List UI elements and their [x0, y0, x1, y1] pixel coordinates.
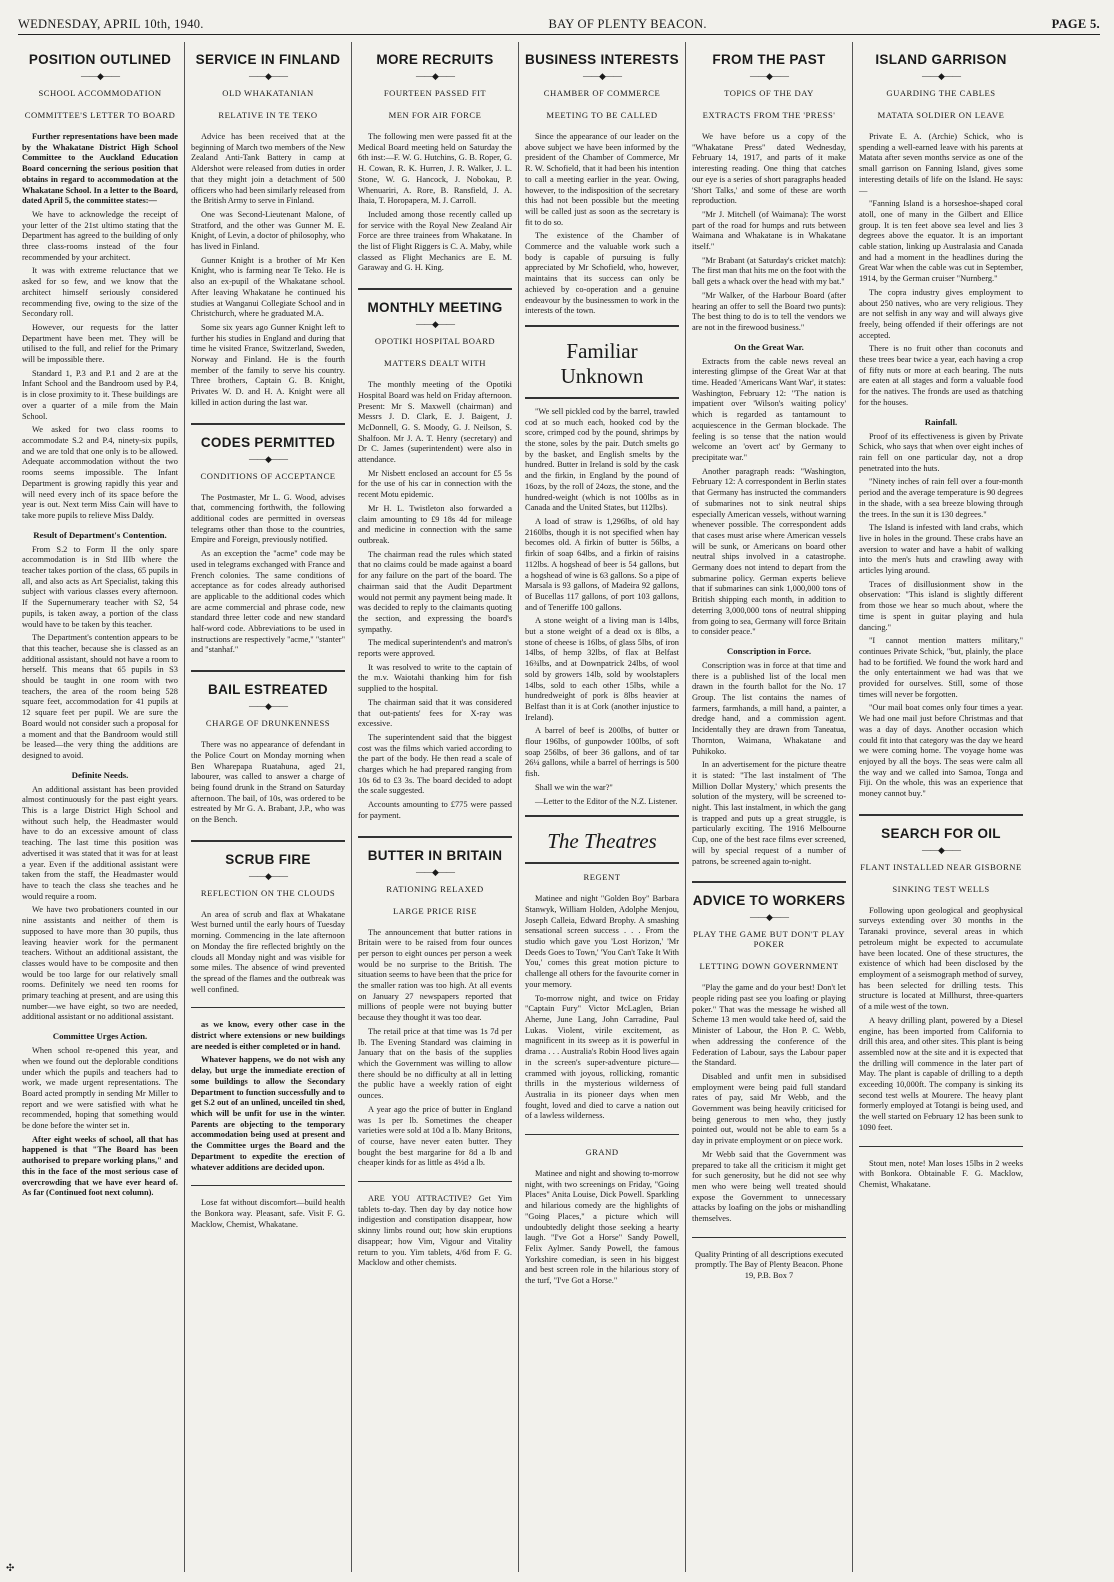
divider — [358, 288, 512, 290]
paragraph: It was with extreme reluctance that we asked for so few, and we know that the architect himself seriously considered recommending five, owing to the size of the Secondary roll. — [22, 266, 178, 319]
subhead: MEN FOR AIR FORCE — [388, 110, 482, 120]
paragraph: Disabled and unfit men in subsidised employment were being paid full standard rates of pay, said Mr Webb, and the Government was being heavily criticised for being generous to men who, they justly pointed out, would not be able to earn 5s a day in private employment or on piece work. — [692, 1071, 846, 1146]
paragraph: The following men were passed fit at the Medical Board meeting held on Saturday the 6th inst:—F. W. G. Hutchins, G. B. Roper, G. H. Cowan, R. K. Hurren, J. R. Walker, J. L. Stone, W. G. Hancock, J. Nobokau, P. Whenuariri, A. Rore, B. Ransfield, J. A. Ihaia, T. Horopapera, M. J. Carroll. — [358, 132, 512, 206]
paragraph: We have before us a copy of the "Whakatane Press" dated Wednesday, February 14, 1917, and parts of it make interesting reading. One thing that catches our eye is a series of short paragraphs headed 'Short Talks,' and some of these are worth reproduction. — [692, 132, 846, 206]
feature-box — [525, 325, 679, 399]
paragraph: It was resolved to write to the captain of the m.v. Waiotahi thanking him for fish supplied to the hospital. — [358, 662, 512, 694]
headline-bail-estreated: BAIL ESTREATED — [208, 682, 328, 698]
section-heading: Rainfall. — [924, 416, 958, 427]
divider — [191, 670, 345, 672]
lead-paragraph: Further representations have been made by the Whakatane District High School Committee to the Auckland Education Board concerning the serious position that obtains in regard to accommodation at the Whakatane School. In a letter to the Board, dated April 5, the committee states:— — [22, 132, 178, 206]
paragraph: A barrel of beef is 200lbs, of butter or flour 196lbs, of gunpowder 100lbs, of soft soap 256lbs, of beer 36 gallons, and of tar 26¼ gallons, while a barrel of herrings is 500 fish. — [525, 726, 679, 779]
advertisement-printing: Quality Printing of all descriptions executed promptly. The Bay of Plenty Beacon. Phone 19, P.B. Box 7 — [694, 1249, 844, 1281]
paragraph: as we know, every other case in the district where extensions or new buildings are needed is either completed or in hand. — [191, 1020, 345, 1051]
column-4 — [519, 42, 686, 1572]
ornament — [191, 454, 345, 465]
paragraph: A load of straw is 1,296lbs, of old hay 2160lbs, though it is not specified when hay becomes old. A firkin of butter is 56lbs, a firkin of soap 64lbs, and a firkin of raisins 112lbs. A hogshead of beer is 54 gallons, but a hogshead of wine is 63 gallons. So a pipe of Marsala is 93 gallons, of Madeira 92 gallons, of Bucellas 117 gallons, of port 103 gallons, and of Teneriffe 100 gallons. — [525, 516, 679, 612]
paragraph: The chairman said that it was considered that out-patients' fees for X-ray was excessive. — [358, 697, 512, 729]
ornament — [191, 701, 345, 712]
subhead: FOURTEEN PASSED FIT — [383, 88, 487, 98]
headline-business-interests: BUSINESS INTERESTS — [525, 52, 679, 67]
section-heading: Result of Department's Contention. — [33, 529, 167, 540]
subhead: REFLECTION ON THE CLOUDS — [200, 887, 336, 898]
section-heading: Committee Urges Action. — [52, 1031, 148, 1042]
registration-mark: ✣ — [6, 1563, 15, 1574]
paragraph: The existence of the Chamber of Commerce and the valuable work such a body is capable of pursuing is fully appreciated by Mr Schofield, who, however, maintains that its success can only be achieved by co-operation and a genuine endeavour by the businessmen to work in the interests of the town. — [525, 231, 679, 316]
divider — [191, 423, 345, 425]
headline-more-recruits: MORE RECRUITS — [376, 52, 494, 67]
paragraph: Conscription was in force at that time and there is a published list of the local men drawn in the fourth ballot for the No. 17 Group. The list contains the names of farmers, farmhands, a mill hand, a painter, a dredge hand, and a commission agent. Incidentally they are drawn from Taneatua, Thornton, Waimana, Whakatane and Puhikoko. — [692, 660, 846, 756]
column-2 — [185, 42, 352, 1572]
paragraph: One was Second-Lieutenant Malone, of Stratford, and the other was Gunner M. E. Knight, of Levin, a doctor of philosophy, who has lived in Finland. — [191, 209, 345, 252]
subhead: LARGE PRICE RISE — [393, 905, 477, 916]
headline-monthly-meeting: MONTHLY MEETING — [367, 300, 503, 316]
paragraph: Mr Nisbett enclosed an account for £5 5s for the use of his car in connection with the recent Motu epidemic. — [358, 468, 512, 500]
paragraph: The chairman read the rules which stated that no claims could be made against a board for any failure on the part of the board. The chairman said that the Audit Department would not permit any payment being made. It was decided to reply to the claimants quoting the section, and expressing the board's sympathy. — [358, 549, 512, 634]
divider — [191, 1185, 345, 1186]
subhead: SCHOOL ACCOMMODATION — [38, 88, 162, 98]
subhead: MATTERS DEALT WITH — [384, 358, 486, 369]
paragraph: A heavy drilling plant, powered by a Diesel engine, has been imported from California to drill this area, and other sites. This plant is being assembled now at the site and it is expected that the drilling will commence in the later part of May. The plant is capable of drilling to a depth exceeding 10,000ft. The company is sinking its second test wells at Mourere. The heavy plant formerly employed at Totangi is being used, and the well started on February 12 has been sunk to 1090 feet. — [859, 1015, 1023, 1132]
paragraph: We asked for two class rooms to accommodate S.2 and P.4, ninety-six pupils, and we are told that one only is to be allowed. Adequate accommodation without the two rooms seems impossible. The Infant Department is growing rapidly this year and will need every inch of its space before the year is out. Next term Miss Cain will have to take more pupils to relieve Miss Daldy. — [22, 425, 178, 520]
paragraph: Matinee and night "Golden Boy" Barbara Stanwyk, William Holden, Adolphe Menjou, Joseph Calleia, Edward Brophy. A smashing sensational screen success . . . From the studio which gave you 'Lost Horizon,' 'Mr Deeds Goes to Town,' 'You Can't Take It With You,' comes this great motion picture to challenge all others for the favourite corner in your memory. — [525, 894, 679, 989]
headline-codes-permitted: CODES PERMITTED — [200, 434, 336, 450]
paragraph: "Ninety inches of rain fell over a four-month period and the average temperature is 90 degrees in the shade, with a sea breeze blowing through the trees. In the sun it is 130 degrees." — [859, 477, 1023, 519]
headline-the-theatres: The Theatres — [547, 829, 657, 854]
paragraph: The announcement that butter rations in Britain were to be raised from four ounces per person to eight ounces per person a week would be no surprise to the British. The situation seems to have been that the price for the smaller ration was too high. At all events on January 27 newspapers reported that millions of people were not buying butter because they thought it was too dear. — [358, 927, 512, 1023]
paragraph: Proof of its effectiveness is given by Private Schick, who says that when over eight inches of rain fell on one particular day, not a drop penetrated into the huts. — [859, 431, 1023, 473]
ornament — [358, 71, 512, 82]
section-heading: On the Great War. — [734, 341, 804, 352]
paragraph: "Our mail boat comes only four times a year. We had one mail just before Christmas and that was a day of days. Another occasion which could fit into that category was the day we heard we were coming home. The voyage home was enjoyed by all the boys. The seas were calm all the way and we called into Samoa, Tonga and Fiji. On the whole, this was an experience that money cannot buy." — [859, 703, 1023, 799]
column-6 — [853, 42, 1029, 1572]
feature-box — [525, 815, 679, 864]
advertisement-bonkora: Lose fat without discomfort—build health the Bonkora way. Pleasant, safe. Visit F. G. Macklow, Chemist, Whakatane. — [191, 1198, 345, 1229]
column-5 — [686, 42, 853, 1572]
paper-name: BAY OF PLENTY BEACON. — [548, 17, 707, 31]
paragraph: Advice has been received that at the beginning of March two members of the New Zealand Anti-Tank Battery in camp at Aldershot were released from duties in order that they might join a detachment of 500 officers who had been similarly released from the British Army to serve in Finland. — [191, 132, 345, 206]
ornament — [22, 71, 178, 82]
theatre-name: REGENT — [583, 872, 621, 883]
divider — [358, 1181, 512, 1182]
paragraph: "I cannot mention matters military," continues Private Schick, "but, plainly, the place had to be fortified. We found the work hard and the only entertainment we had was that we provided for ourselves. Still, some of those times will never be forgotten. — [859, 636, 1023, 699]
paragraph: Standard 1, P.3 and P.1 and 2 are at the Infant School and the Bandroom used by P.4, is in close proximity to it. These buildings are over a quarter of a mile from the Main School. — [22, 368, 178, 421]
column-3 — [352, 42, 519, 1572]
paragraph: There was no appearance of defendant in the Police Court on Monday morning when Ben Wharepapa Ruatahuna, aged 21, labourer, was called to answer a charge of being found drunk in the Strand on Saturday afternoon. The bail, of 10s, was ordered to be estreated by Mr G. A. Brabant, J.P., who was on the Bench. — [191, 740, 345, 825]
advertisement-bonkora: Stout men, note! Man loses 15lbs in 2 weeks with Bonkora. Obtainable F. G. Macklow, Chemist, Whakatane. — [859, 1158, 1023, 1189]
paragraph: From S.2 to Form II the only spare accommodation is in Std IIIb where the teacher takes portion of the class, 65 pupils in all, and also acts as Art Specialist, taking this subject with various classes every afternoon. If the Supernumerary teacher with S2, 54 pupils, is taken away, a portion of the class would have to be taken by this teacher. — [22, 544, 178, 629]
paragraph: Gunner Knight is a brother of Mr Ken Knight, who is farming near Te Teko. He is also an ex-pupil of the Whakatane school. After leaving Whakatane he continued his studies at Wanganui Collegiate School and in Christchurch, where he graduated M.A. — [191, 255, 345, 319]
divider — [859, 1146, 1023, 1147]
divider — [191, 1007, 345, 1008]
divider — [525, 1134, 679, 1135]
paragraph: In an advertisement for the picture theatre it is stated: "The last instalment of 'The Million Dollar Mystery,' which presents the solution of the mystery, will be screened to-night. This last instalment, in which the gang is trapped and puts up a great struggle, is particularly exciting. The 1916 Melbourne Cup, one of the best race films ever screened, will by special request of a number of patrons, be screened again to-night. — [692, 760, 846, 866]
paragraph: The Postmaster, Mr L. G. Wood, advises that, commencing forthwith, the following additional codes are permitted in overseas telegrams other than those to the countries, Empire and Foreign, previously notified. — [191, 492, 345, 545]
paragraph: Traces of disillusionment show in the observation: "This island is slightly different from those we hear so much about, where the time is spent in guitar playing and hula dancing." — [859, 579, 1023, 632]
paragraph: Shall we win the war?" — [535, 782, 613, 792]
ornament — [191, 871, 345, 882]
paragraph: Matinee and night and showing to-morrow night, with two screenings on Friday, "Going Places" Anita Louise, Dick Powell. Sparkling and hilarious comedy are the highlights of "Going Places," a picture which will undoubtedly delight those seeking a hearty laugh. "I've Got a Horse" Sandy Powell, Felix Aylmer. Sandy Powell, the famous Yorkshire comedian, is seen in his biggest and best screen role in the hilarious story of the turf, "I've Got a Horse." — [525, 1169, 679, 1286]
paragraph: Private E. A. (Archie) Schick, who is spending a well-earned leave with his parents at Matata after seven months service as one of the small garrison on Fanning Island, gives some interesting details of life on the Island. He says:— — [859, 132, 1023, 195]
paragraph: We have two probationers counted in our nine assistants and neither of them is supposed to have more than 30 pupils, thus leaving heavier work for the permanent teachers. Without an additional assistant, the classes would have to be composite and then would be too large for our relatively small rooms. Definitely we need ten rooms for primary teaching at present, and are using this number—we have eight, so two are needed, additional assistant or no additional assistant. — [22, 905, 178, 1022]
paragraph: Another paragraph reads: "Washington, February 12: A correspondent in Berlin states that Germany has instructed the commanders of submarines not to sink neutral ships especially American vessels, without warning whenever possible. The correspondent adds that cases must arise where American vessels will be sunk, or Americans on board other neutral ships involved in a catastrophe. Germany does not intend to depart from the submarine policy. German experts believe that if submarines can sink 1,000,000 tons of British shipping each month, in addition to deterring 3,000,000 tons of neutral shipping from going to sea, Germany will force Britain to consider peace." — [692, 466, 846, 637]
ornament — [525, 71, 679, 82]
paragraph: As an exception the "acme" code may be used in telegrams exchanged with France and French colonies. The same conditions of acceptance as for codes already authorised are applicable to the additional codes which are acme commercial and phrase code, new standard three letter code and new standard half-word code. Abbreviations to be used in instructions are respectively "acme," "stanter" and "stanhaf." — [191, 549, 345, 655]
paragraph: When school re-opened this year, and when we found out the deplorable conditions under which the pupils and teachers had to work, we made urgent representations. The Board acted promptly in sending Mr Miller to report and we were satisfied with what he recommended, hoping that something would be done before the winter set in. — [22, 1046, 178, 1131]
subhead: RELATIVE IN TE TEKO — [218, 110, 318, 120]
paragraph: However, our requests for the latter Department have been met. They will be utilised to the full, and relief for the Primary will be impossible there. — [22, 322, 178, 365]
subhead: MEETING TO BE CALLED — [546, 110, 658, 120]
paragraph: A stone weight of a living man is 14lbs, but a stone weight of a dead ox is 8lbs, a stone of cheese is 16lbs, of glass 5lbs, of iron 14lbs, of hemp 32lbs, of flax at Belfast 16¾lbs, and at Downpatrick 24lbs, of wool sold by growers 14lb, sold by woolstaplers 14lbs, sold to each other 15lbs, while a hundredweight of pork is 8lbs heavier at Belfast than it is at Cork (another injustice to Ireland). — [525, 616, 679, 722]
divider — [859, 814, 1023, 816]
ornament — [859, 71, 1023, 82]
paragraph: Whatever happens, we do not wish any delay, but urge the immediate erection of some buildings to allow the Secondary Department to function successfully and to get S.2 out of an unlined, unceiled tin shed, which will be unfit for use in the winter. Parents are objecting to the temporary accommodation being used at present and the Committee urges the Board and the Department to expedite the erection of whatever additions are decided upon. — [191, 1055, 345, 1172]
subhead: MATATA SOLDIER ON LEAVE — [877, 110, 1005, 120]
paragraph: The medical superintendent's and matron's reports were approved. — [358, 638, 512, 659]
ornament — [358, 867, 512, 878]
paragraph: Mr Webb said that the Government was prepared to take all the criticism it might get for such generosity, but he did not see why men who were being well treated should expose the Government to unnecessary attacks by loafing on the jobs or mishandling themselves. — [692, 1149, 846, 1224]
headline-butter-in-britain: BUTTER IN BRITAIN — [367, 847, 503, 863]
paragraph: There is no fruit other than coconuts and these trees bear twice a year, each having a crop of fifty nuts or more at each bearing. The nuts are eaten at all stages and form a valuable food for the natives. The fronds are used as thatching for the houses. — [859, 344, 1023, 407]
paragraph: Some six years ago Gunner Knight left to further his studies in England and during that time he visited France, Switzerland, Sweden, Norway and Finland. He is the fourth member of the family to serve his country. Three brothers, Captain G. B. Knight, Privates W. D. and H. A. Knight were all killed in action during the last war. — [191, 322, 345, 407]
paragraph: "We sell pickled cod by the barrel, trawled cod at so much each, hooked cod by the score, crimped cod by the pound, shrimps by the stone, soles by the pair. Dutch smelts go by the basket, and English smelts by the hundred. Butter in Ireland is sold by the cask and the firkin, in England by the pound of 16ozs, by the roll of 24ozs, the stone, and the hundred-weight (which is not 100lbs as in Canada and the United States, but 112lbs). — [525, 406, 679, 513]
ornament — [191, 71, 345, 82]
paragraph: "Play the game and do your best! Don't let people riding past see you loafing or playing poker." That was the message he wished all Scheme 13 men would take heed of, said the Minister of Labour, the Hon P. C. Webb, when addressing the conference of the Federation of Labour, says the Labour paper the Standard. — [692, 983, 846, 1068]
headline-position-outlined: POSITION OUTLINED — [28, 52, 172, 67]
paragraph: Accounts amounting to £775 were passed for payment. — [358, 800, 512, 820]
subhead: LETTING DOWN GOVERNMENT — [699, 961, 839, 972]
paragraph: "Fanning Island is a horseshoe-shaped coral atoll, one of many in the Gilbert and Ellice group. It is ten feet above sea level and lies 3 degrees above the equator. It is an important cable station, linking up Australasia and Canada and had a moment in the headlines during the Great War when the cable was cut in September, 1914, by the German cruiser "Nurnberg." — [859, 199, 1023, 284]
subhead: FLANT INSTALLED NEAR GISBORNE — [860, 861, 1022, 872]
subhead: TOPICS OF THE DAY — [724, 88, 814, 98]
paragraph: —Letter to the Editor of the N.Z. Listener. — [535, 796, 678, 806]
paragraph: The monthly meeting of the Opotiki Hospital Board was held on Friday afternoon. Present: Mr S. Maxwell (chairman) and Messrs J. D. Clark, E. J. Baigent, J. McDonnell, G. S. Moody, G. J. Neilson, S. Shalfoon. Mr J. A. T. Henry (secretary) and Dr C. James (superintendent) were also in attendance. — [358, 380, 512, 465]
paragraph: After eight weeks of school, all that has happened is that "The Board has been authorised to prepare working plans," and this in the face of the most serious case of overcrowding that we have ever heard of. As far (Continued foot next column). — [22, 1134, 178, 1198]
paragraph: "Mr J. Mitchell (of Waimana): The worst part of the road for humps and ruts between Waimana and Whakatane is in Whakatane itself." — [692, 209, 846, 252]
page-number: PAGE 5. — [1051, 17, 1100, 31]
issue-date: WEDNESDAY, APRIL 10th, 1940. — [18, 17, 204, 31]
section-heading: Conscription in Force. — [726, 645, 812, 656]
paragraph: The retail price at that time was 1s 7d per lb. The Evening Standard was claiming in January that on the basis of the supplies which the Government was willing to allow there should be no difficulty at all in letting the public have a weekly ration of eight ounces. — [358, 1026, 512, 1101]
subhead: GUARDING THE CABLES — [886, 88, 996, 98]
section-heading: Definite Needs. — [71, 769, 129, 780]
paragraph: The Island is infested with land crabs, which live in holes in the ground. These crabs have an aversion to water and have a habit of walking into the men's huts and crawling away with articles lying around. — [859, 523, 1023, 576]
paragraph: The Department's contention appears to be that this teacher, because she is classed as an additional assistant, should not have a room to herself. This means that 65 pupils in S3 should be taught in one room with two teachers, the area of the room being 528 square feet, accommodation for 41 pupils at 12 square feet per pupil. We are sure the Board would not consider such a proposal for a moment and that the Bandroom would still be leased—the very thing the additions are designed to avoid. — [22, 633, 178, 760]
subhead: COMMITTEE'S LETTER TO BOARD — [24, 110, 176, 120]
subhead: EXTRACTS FROM THE 'PRESS' — [702, 110, 836, 120]
subhead: CONDITIONS OF ACCEPTANCE — [200, 470, 336, 481]
divider — [358, 836, 512, 838]
newspaper-columns — [18, 42, 1100, 1572]
paragraph: The copra industry gives employment to about 250 natives, who are very religious. They are not selfish in any way and will always give freely, being offended if their offerings are not accepted. — [859, 287, 1023, 340]
ornament — [692, 912, 846, 923]
subhead: CHAMBER OF COMMERCE — [543, 88, 661, 98]
paragraph: Since the appearance of our leader on the above subject we have been informed by the president of the Chamber of Commerce, Mr R. W. Schofield, that it had been his intention to call a meeting earlier in the year. Owing, however, to the indisposition of the secretary this had not been possible but the meeting will be called just as soon as the secretary is fit to do so. — [525, 132, 679, 227]
headline-service-in-finland: SERVICE IN FINLAND — [195, 52, 341, 67]
paragraph: An area of scrub and flax at Whakatane West burned until the early hours of Tuesday morning. Commencing in the late afternoon on Monday the fire reflected brightly on the clouds all Monday night and was visible for some miles. The absence of wind prevented the spread of the flames and the outbreak was well confined. — [191, 909, 345, 994]
ornament — [358, 319, 512, 330]
paragraph: Mr H. L. Twistleton also forwarded a claim amounting to £9 18s 4d for mileage and medicine in connection with the same outbreak. — [358, 503, 512, 545]
paragraph: The superintendent said that the biggest cost was the films which varied according to the part of the body. He then read a scale of charges which he had prepared ranging from 10s 6d to £3 3s. The board decided to adopt the scale suggested. — [358, 732, 512, 796]
subhead: RATIONING RELAXED — [386, 883, 484, 894]
advertisement-yim: ARE YOU ATTRACTIVE? Get Yim tablets to-day. Then day by day notice how indigestion and constipation disappear, how skinny limbs round out; how skin eruptions disappear; how Vim, Vigour and Vitality return to you. Yim tablets, 4/6d from F. G. Macklow and other chemists. — [358, 1194, 512, 1268]
headline-from-the-past: FROM THE PAST — [712, 52, 826, 67]
paragraph: Extracts from the cable news reveal an interesting glimpse of the Great War at that time. Headed 'Americans Want War', it states: Washington, February 12: "The nation is impatient over 'Wilson's waiting policy' which is regarded as tantamount to acquiescence in the German blockade. The feeling is so tense that the nation would welcome an 'overt act' by Germany to precipitate war." — [692, 356, 846, 462]
theatre-name: GRAND — [585, 1147, 619, 1158]
subhead: OLD WHAKATANIAN — [222, 88, 314, 98]
ornament — [859, 845, 1023, 856]
paragraph: To-morrow night, and twice on Friday "Captain Fury" Victor McLaglen, Brian Aherne, June Lang, John Carradine, Paul Lukas. Violent, virile excitement, as magnificent in its sweep as it is powerful in drama . . . Australia's Robin Hood lives again in the screen's super-adventure picture—crammed with joyous, rollicking, romantic thrills in the mysterious wilderness of Australia in its pioneer days when men fought, loved and died to carve a nation out of a lawless wilderness. — [525, 993, 679, 1121]
subhead: SINKING TEST WELLS — [892, 883, 990, 894]
headline-island-garrison: ISLAND GARRISON — [875, 52, 1007, 67]
headline-search-for-oil: SEARCH FOR OIL — [881, 825, 1001, 841]
headline-scrub-fire: SCRUB FIRE — [225, 851, 311, 867]
divider — [191, 840, 345, 842]
column-1 — [18, 42, 185, 1572]
paragraph: Included among those recently called up for service with the Royal New Zealand Air Force are three trainees from Whakatane. In the list of Flight Riggers is C. A. Maby, while classed as Flight Mechanics are E. M. Garaway and G. H. King. — [358, 209, 512, 273]
divider — [692, 881, 846, 883]
subhead: PLAY THE GAME BUT DON'T PLAY POKER — [693, 929, 845, 950]
paragraph: "Mr Brabant (at Saturday's cricket match): The first man that hits me on the foot with the ball gets a whack over the head with my bat." — [692, 255, 846, 287]
paragraph: We have to acknowledge the receipt of your letter of the 21st ultimo stating that the Department has agreed to the building of only three class-rooms instead of the four recommended by your architect. — [22, 209, 178, 262]
masthead — [18, 12, 1100, 35]
paragraph: A year ago the price of butter in England was 1s per lb. Sometimes the cheaper varieties were sold at 10d a lb. Many Britons, of course, have never eaten butter. They bought the best margarine for 8d a lb and cheaper kinds for as little as 4½d a lb. — [358, 1104, 512, 1168]
paragraph: Following upon geological and geophysical surveys extending over 30 months in the Taranaki province, several areas in which petroleum might be expected to accumulate have been located. One of these structures, the existence of which had been disclosed by the employment of a seismograph method of survey, has been selected for drilling tests. This structure is located at Millhurst, three-quarters of a mile west of the town. — [859, 905, 1023, 1012]
headline-familiar-unknown: Familiar Unknown — [560, 338, 644, 388]
divider — [692, 1237, 846, 1238]
paragraph: An additional assistant has been provided almost continuously for the past eight years. This is a large District High School and without such help, the Headmaster would have to do an excessive amount of class teaching. The last time this position was advertised it was stated that it was for at least a year. Even if the additional assistant were taken from the staff, the Headmaster would have to teach the class she teaches and he would require a room. — [22, 784, 178, 901]
subhead: OPOTIKI HOSPITAL BOARD — [374, 336, 496, 347]
paragraph: "Mr Walker, of the Harbour Board (after hearing an offer to sell the Board two punts): The best thing to do is to tell the vendors we are not in the firewood business." — [692, 290, 846, 332]
subhead: CHARGE OF DRUNKENNESS — [205, 718, 331, 729]
ornament — [692, 71, 846, 82]
headline-advice-to-workers: ADVICE TO WORKERS — [692, 893, 846, 909]
